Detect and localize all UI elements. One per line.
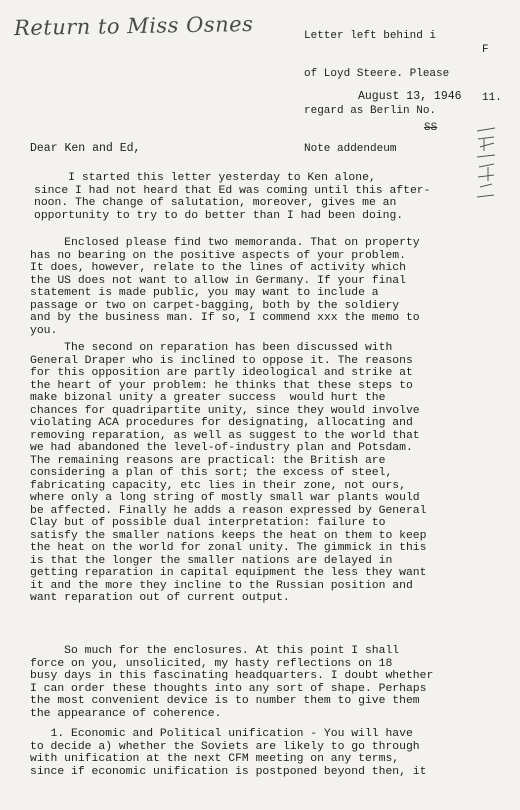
text-line: statement is made public, you may want to include a	[30, 287, 379, 299]
text-line: It does, however, relate to the lines of activity which	[30, 262, 406, 274]
paragraph-4	[30, 645, 510, 720]
text-line: where only a long string of mostly small war plants would	[30, 492, 420, 504]
text-line: chances for quadripartite unity, since they would involve	[30, 404, 420, 417]
text-line: the heat on the world for zonal unity. The gimmick in this	[30, 542, 427, 554]
text-line: 1. Economic and Political unification - You will have	[30, 728, 413, 740]
text-line: and by the business man. If so, I commend xxx the memo to	[30, 312, 420, 324]
text-line: getting reparation in capital equipment the less they want	[30, 567, 427, 579]
text-line: for this opposition are partly ideological and strike at	[30, 367, 413, 379]
margin-mark: 11.	[482, 92, 502, 104]
text-line: it and the more they incline to the Russian position and	[30, 579, 413, 592]
text-line: make bizonal unity a greater success would hurt the	[30, 392, 386, 404]
text-line: with unification at the next CFM meeting on any terms,	[30, 753, 400, 765]
text-line: violating ACA procedures for designating, allocating and	[30, 417, 413, 429]
paragraph-2	[30, 237, 510, 337]
stamp-mark: SS	[424, 122, 438, 134]
text-line: we had abandoned the level-of-industry plan and Potsdam.	[30, 442, 413, 454]
text-line: be affected. Finally he adds a reason expressed by General	[30, 504, 427, 517]
text-line: passage or two on carpet-bagging, both by the soldiery	[30, 299, 400, 312]
handwritten-note: Return to Miss Osnes	[13, 11, 254, 41]
text-line: has no bearing on the positive aspects of your problem.	[30, 249, 406, 262]
text-line: considering a plan of this sort; the excess of steel,	[30, 467, 393, 479]
text-line: So much for the enclosures. At this point I shall	[30, 645, 400, 657]
text-line: busy days in this fascinating headquarters. I doubt whether	[30, 670, 434, 682]
text-line: the most convenient device is to number them to give them	[30, 695, 420, 707]
text-line: General Draper who is inclined to oppose it. The reasons	[30, 354, 413, 367]
letter-date: August 13, 1946	[358, 90, 462, 103]
text-line: satisfy the smaller nations keeps the heat on them to keep	[30, 529, 427, 542]
text-line: Enclosed please find two memoranda. That on property	[30, 237, 420, 249]
text-line: I can order these thoughts into any sort of shape. Perhaps	[30, 682, 427, 695]
margin-mark: F	[482, 44, 489, 56]
salutation: Dear Ken and Ed,	[30, 142, 141, 155]
text-line: I started this letter yesterday to Ken alone,	[34, 172, 376, 184]
text-line: fabricating capacity, etc lies in their zone, not ours,	[30, 479, 406, 492]
note-line: regard as Berlin No.	[304, 105, 437, 117]
text-line: want reparation out of current output.	[30, 592, 290, 604]
paragraph-1	[34, 172, 514, 222]
note-line: of Loyd Steere. Please	[304, 67, 450, 80]
text-line: Clay but of possible dual interpretation: failure to	[30, 517, 386, 529]
note-line: Note addendeum	[304, 142, 397, 155]
text-line: since I had not heard that Ed was coming until this after-	[34, 184, 431, 197]
text-line: you.	[30, 324, 58, 337]
paragraph-3	[30, 342, 510, 605]
text-line: since if economic unification is postponed beyond then, it	[30, 765, 427, 778]
text-line: The remaining reasons are practical: the British are	[30, 454, 386, 467]
text-line: noon. The change of salutation, moreover, gives me an	[34, 197, 397, 209]
text-line: force on you, unsolicited, my hasty reflections on 18	[30, 657, 393, 670]
text-line: to decide a) whether the Soviets are likely to go through	[30, 740, 420, 753]
note-line: Letter left behind i	[304, 30, 437, 42]
text-line: opportunity to try to do better than I had been doing.	[34, 209, 404, 222]
text-line: removing reparation, as well as suggest to the world that	[30, 429, 420, 442]
text-line: the heart of your problem: he thinks that these steps to	[30, 379, 413, 392]
text-line: the US does not want to allow in Germany. If your final	[30, 274, 406, 287]
text-line: The second on reparation has been discussed with	[30, 342, 393, 354]
paragraph-5	[30, 728, 510, 778]
text-line: the appearance of coherence.	[30, 707, 222, 720]
text-line: is that the longer the smaller nations are delayed in	[30, 554, 393, 567]
